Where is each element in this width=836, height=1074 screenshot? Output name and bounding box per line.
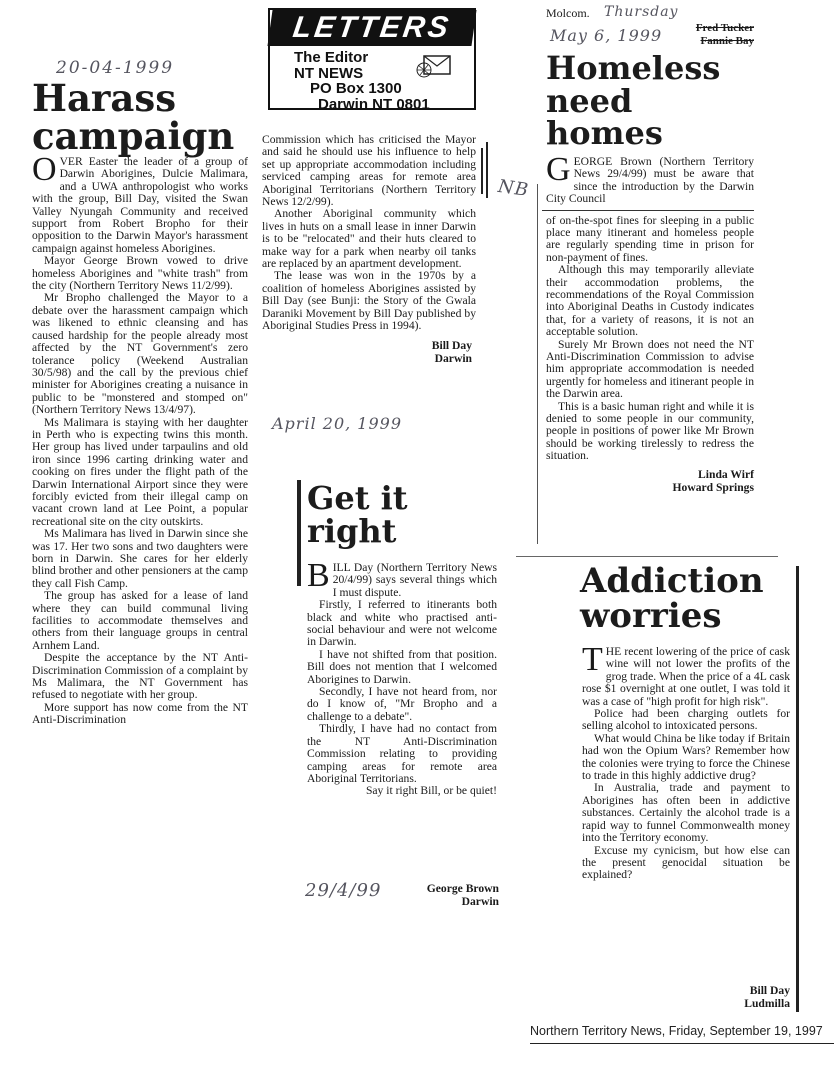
address-line: NT NEWS bbox=[294, 64, 364, 82]
signature-block bbox=[427, 882, 499, 908]
signer-place: Howard Springs bbox=[672, 480, 754, 494]
signer-name: Bill Day bbox=[749, 984, 790, 997]
margin-note: NB bbox=[496, 175, 531, 202]
signer-name: George Brown bbox=[426, 882, 499, 895]
column-rule bbox=[796, 566, 799, 1012]
paragraph: This is a basic human right and while it is denied to some people in our community, people in positions of power like Mr Brown should be working tirelessly to redress the situation. bbox=[546, 399, 754, 463]
article-body bbox=[546, 150, 754, 463]
signer-name: Linda Wirf bbox=[698, 467, 754, 481]
paragraph: In Australia, trade and payment to Aborigines has often been in addictive substances. Certainly the alcohol trade is a rapid way to funnel Commonwealth money into the Territory economy. bbox=[582, 781, 790, 845]
handwritten-date: May 6, 1999 bbox=[550, 26, 663, 45]
margin-mark bbox=[486, 142, 488, 198]
letters-banner: LETTERS bbox=[267, 10, 476, 46]
article-body bbox=[307, 557, 497, 798]
paragraph: of on-the-spot fines for sleeping in a public place many itinerant and homeless people are regularly spending time in prison for non-payment of fines. bbox=[546, 213, 754, 264]
headline-line-1: Get it bbox=[307, 479, 408, 517]
headline-line-2: need homes bbox=[546, 81, 663, 153]
handwritten-date: 29/4/99 bbox=[305, 880, 382, 901]
harass-continuation bbox=[262, 133, 476, 433]
struck-place: Fannie Bay bbox=[700, 35, 754, 47]
headline bbox=[32, 76, 262, 158]
headline bbox=[546, 49, 754, 153]
signer-place: Darwin bbox=[461, 895, 499, 908]
paragraph: Thirdly, I have had no contact from the NT Anti-Discrimination Commission relating to providing camping areas for remote area Aboriginal Territorians. bbox=[307, 722, 497, 785]
top-label: Molcom. bbox=[546, 6, 590, 20]
handwritten-day: Thursday bbox=[604, 4, 679, 20]
clip-edge bbox=[297, 480, 301, 586]
headline bbox=[307, 479, 408, 550]
paragraph: Excuse my cynicism, but how else can the present genocidal situation be explained? bbox=[582, 843, 790, 882]
margin-mark bbox=[481, 148, 483, 194]
signature-block bbox=[546, 468, 754, 494]
section-divider bbox=[542, 210, 754, 211]
drop-cap: G bbox=[546, 150, 571, 188]
paragraph: Surely Mr Brown does not need the NT Anti-Discrimination Commission to advise him appropriate accommodation is needed urgently for homeless and itinerant people in the Darwin area. bbox=[546, 337, 754, 401]
address-line: PO Box 1300 bbox=[310, 80, 402, 97]
address-line: Darwin NT 0801 bbox=[318, 95, 430, 113]
paragraph: Commission which has criticised the Mayor and said he should use his influence to help set up appropriate accommodation including serviced camping areas for remote area Aboriginal Territorians (Northern Territory News 12/2/99). bbox=[262, 133, 476, 209]
signer-place: Darwin bbox=[434, 351, 472, 365]
get-it-right-clipping bbox=[297, 480, 501, 920]
headline-line-2: worries bbox=[580, 595, 722, 636]
letters-address-box bbox=[268, 8, 476, 113]
envelope-icon bbox=[414, 50, 454, 80]
drop-cap: B bbox=[307, 557, 330, 594]
paragraph: The lease was won in the 1970s by a coalition of homeless Aborigines assisted by Bill Day (see Bunji: the Story of the Gwala Daraniki Movement by Bill Day published by Aboriginal Studies Press in 1994). bbox=[262, 269, 476, 333]
homeless-clipping bbox=[546, 4, 754, 494]
paragraph: Firstly, I referred to itinerants both black and white who practised anti-social behaviour and were not welcome in Darwin. bbox=[307, 598, 497, 649]
newspaper-footer: Northern Territory News, Friday, September 19, 1997 bbox=[530, 1024, 823, 1038]
signer-place: Ludmilla bbox=[744, 997, 790, 1010]
paragraph: More support has now come from the NT Anti-Discrimination bbox=[32, 700, 248, 727]
clip-edge bbox=[516, 556, 778, 557]
handwritten-date: 20-04-1999 bbox=[56, 58, 175, 78]
paragraph: What would China be like today if Britain had won the Opium Wars? Remember how the colonies were trying to force the Chinese to trade in this highly addictive drug? bbox=[582, 731, 790, 783]
headline bbox=[580, 561, 764, 636]
signer-name: Bill Day bbox=[431, 338, 472, 352]
paragraph: EORGE Brown (Northern Territory News 29/4/99) must be aware that since the introduction by the Darwin City Council bbox=[546, 154, 754, 206]
paragraph: Although this may temporarily alleviate their accommodation problems, the recommendations of the Royal Commission into Aboriginal Deaths in Custody indicates that, for a variety of reasons, it is not an acceptable solution. bbox=[546, 263, 754, 339]
editor-address bbox=[294, 50, 430, 112]
paragraph: The group has asked for a lease of land where they can build communal living facilities to accommodate themselves and others from their language groups in central Arnhem Land. bbox=[32, 589, 248, 652]
headline-line-2: campaign bbox=[32, 113, 235, 158]
headline-line-1: Homeless bbox=[546, 49, 721, 87]
signature-block bbox=[582, 984, 790, 1010]
address-line: The Editor bbox=[294, 49, 369, 66]
article-body bbox=[32, 151, 248, 727]
drop-cap: T bbox=[582, 641, 603, 678]
header-line bbox=[546, 4, 754, 50]
paragraph: I have not shifted from that position. Bill does not mention that I welcomed Aborigines to Darwin. bbox=[307, 647, 497, 686]
paragraph: Ms Malimara has lived in Darwin since she was 17. Her two sons and two daughters were born in Darwin. She cares for her elderly blind brother and other pensioners at the camp they call Fish Camp. bbox=[32, 527, 248, 590]
paragraph: Say it right Bill, or be quiet! bbox=[365, 784, 497, 798]
paragraph: Despite the acceptance by the NT Anti-Discrimination Commission of a complaint by Ms Malimara, the NT Government has refused to negotiate with her group. bbox=[32, 651, 248, 702]
footer-rule bbox=[530, 1043, 834, 1044]
headline-line-1: Addiction bbox=[580, 561, 764, 601]
struck-name: Fred Tucker bbox=[695, 22, 754, 34]
continuation-body bbox=[262, 134, 476, 333]
paragraph: ILL Day (Northern Territory News 20/4/99) says several things which I must dispute. bbox=[332, 561, 497, 599]
paragraph: Mayor George Brown vowed to drive homeless Aborigines and "white trash" from the city (Northern Territory News 11/2/99). bbox=[32, 254, 248, 293]
drop-cap: O bbox=[32, 151, 57, 188]
paragraph: Ms Malimara is staying with her daughter in Perth who is expecting twins this month. Her group has lived under tarpaulins and old iron since 1996 carting drinking water and cooking on fires under the flight path of the Darwin International Airport since they were forcibly evicted from their illegal camp on vacant crown land at Lee Point, a popular recreational site on the city outskirts. bbox=[32, 415, 248, 528]
article-body bbox=[582, 641, 790, 882]
headline-line-2: right bbox=[307, 511, 397, 550]
paragraph: HE recent lowering of the price of cask wine will not lower the profits of the grog trade. When the price of a 4L cask rose $1 overnight at one outlet, I was told it was a case of "high profit for high risk". bbox=[582, 645, 790, 708]
paragraph: VER Easter the leader of a group of Darwin Aborigines, Dulcie Malimara, and a UWA anthropologist who works with the group, Bill Day, visited the Swan Valley Nyungah Community and received support from Robert Bropho for their opposition to the Darwin Mayor's harassment campaign against homeless Aborigines. bbox=[32, 155, 248, 255]
clip-edge bbox=[537, 184, 538, 544]
paragraph: Another Aboriginal community which lives in huts on a small lease in inner Darwin is to be "relocated" and their huts cleared to make way for a park when nearby oil tanks are replaced by an apartment development. bbox=[262, 207, 476, 271]
headline-line-1: Harass bbox=[32, 76, 177, 120]
paragraph: Secondly, I have not heard from, nor do I know of, "Mr Bropho and a challenge to a debate". bbox=[307, 685, 497, 723]
paragraph: Police had been charging outlets for selling alcohol to intoxicated persons. bbox=[582, 707, 790, 733]
paragraph: Mr Bropho challenged the Mayor to a debate over the harassment campaign which was likened to ethnic cleansing and has caused hardship for the people already most affected by the NT Government's zero tolerance policy (Weekend Australian 30/5/98) and the call by the previous chief minister for Aborigines creating a nuisance in public to be "monstered and stomped on" (Northern Territory News 13/4/97). bbox=[32, 291, 248, 417]
signature-block bbox=[262, 339, 476, 365]
handwritten-date: April 20, 1999 bbox=[272, 414, 403, 433]
